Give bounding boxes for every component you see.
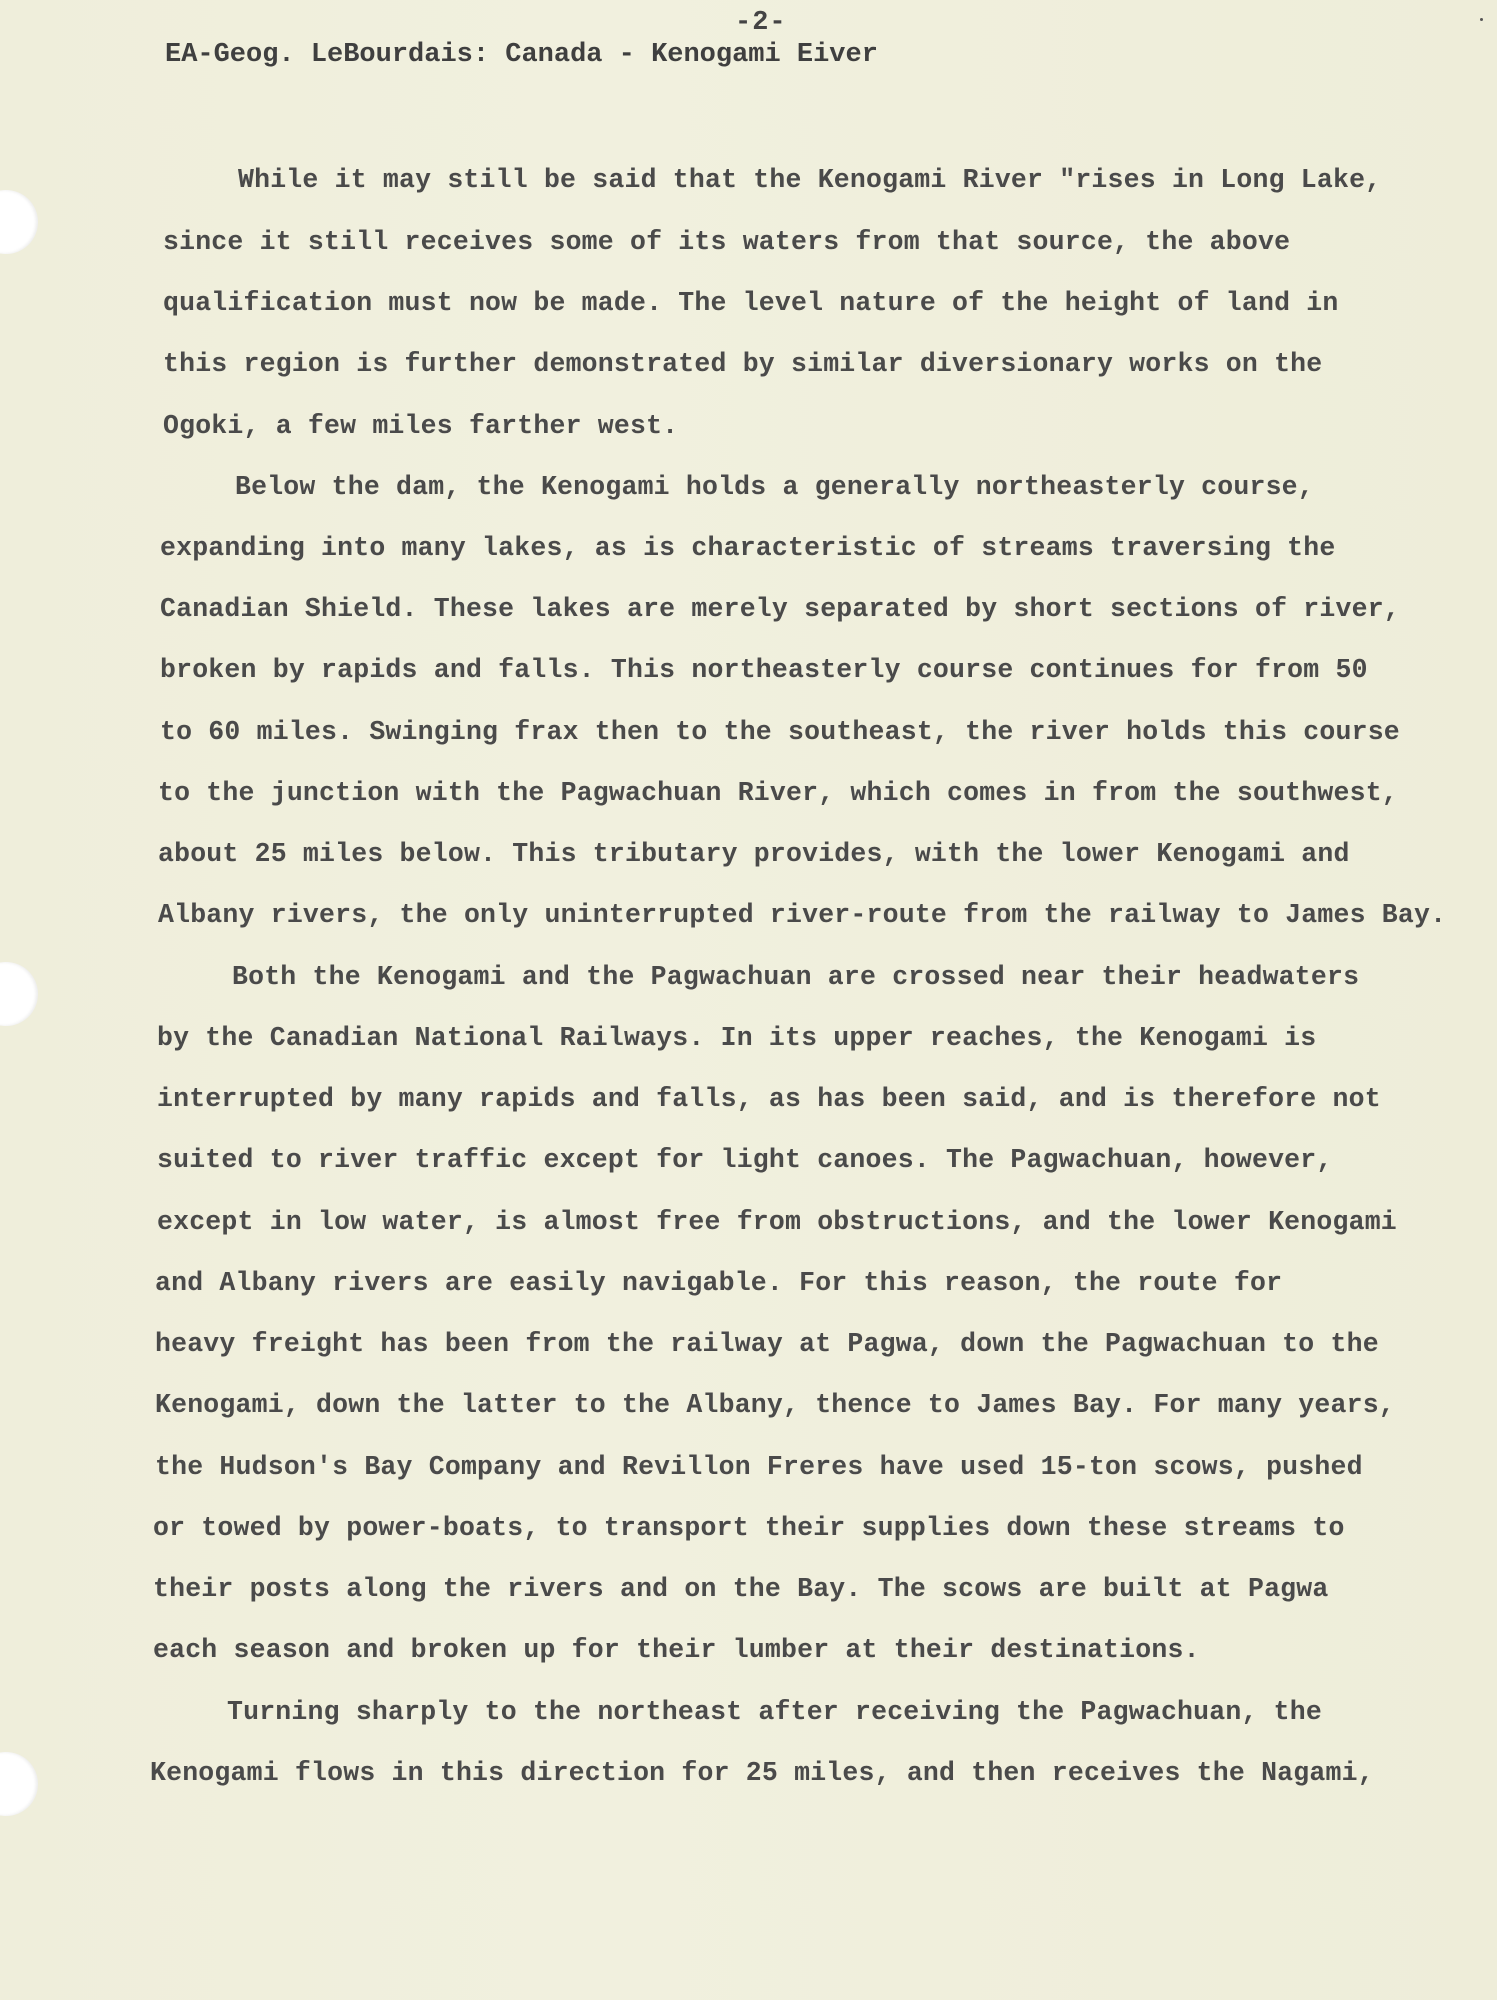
punch-hole [0,1752,38,1816]
paragraph-3-line: Both the Kenogami and the Pagwachuan are crossed near their headwaters [232,962,1360,992]
punch-hole [0,962,38,1026]
paragraph-3-line: Kenogami, down the latter to the Albany, thence to James Bay. For many years, [155,1390,1395,1420]
paragraph-3-line: and Albany rivers are easily navigable. For this reason, the route for [155,1268,1283,1298]
paragraph-3-line: except in low water, is almost free from obstructions, and the lower Kenogami [157,1207,1397,1237]
running-head: EA-Geog. LeBourdais: Canada - Kenogami Eiver [165,40,878,70]
paragraph-3-line: interrupted by many rapids and falls, as has been said, and is therefore not [157,1084,1381,1114]
paragraph-1-line: Ogoki, a few miles farther west. [163,411,679,441]
paragraph-1-line: qualification must now be made. The level nature of the height of land in [163,288,1339,318]
paragraph-4-line: Turning sharply to the northeast after receiving the Pagwachuan, the [227,1697,1322,1727]
paragraph-4-line: Kenogami flows in this direction for 25 miles, and then receives the Nagami, [150,1758,1374,1788]
paragraph-3-line: heavy freight has been from the railway at Pagwa, down the Pagwachuan to the [155,1329,1379,1359]
paragraph-2-line: Albany rivers, the only uninterrupted river-route from the railway to James Bay. [158,900,1447,930]
paragraph-1-line: since it still receives some of its waters from that source, the above [163,227,1291,257]
paragraph-3-line: each season and broken up for their lumber at their destinations. [153,1635,1200,1665]
paragraph-2-line: broken by rapids and falls. This northeasterly course continues for from 50 [160,655,1368,685]
paragraph-3-line: or towed by power-boats, to transport their supplies down these streams to [153,1513,1345,1543]
paragraph-3-line: the Hudson's Bay Company and Revillon Freres have used 15-ton scows, pushed [155,1452,1363,1482]
paragraph-2-line: Canadian Shield. These lakes are merely separated by short sections of river, [160,594,1400,624]
paper-speck [1480,18,1483,21]
paragraph-2-line: about 25 miles below. This tributary provides, with the lower Kenogami and [158,839,1350,869]
paragraph-3-line: their posts along the rivers and on the Bay. The scows are built at Pagwa [153,1574,1329,1604]
punch-hole [0,190,38,254]
page-number: -2- [735,8,787,38]
paragraph-3-line: suited to river traffic except for light canoes. The Pagwachuan, however, [157,1145,1333,1175]
paragraph-2-line: to 60 miles. Swinging frax then to the southeast, the river holds this course [160,717,1400,747]
paragraph-2-line: Below the dam, the Kenogami holds a generally northeasterly course, [235,472,1314,502]
paragraph-1-line: While it may still be said that the Kenogami River "rises in Long Lake, [238,165,1382,195]
paragraph-3-line: by the Canadian National Railways. In its upper reaches, the Kenogami is [157,1023,1317,1053]
paragraph-1-line: this region is further demonstrated by similar diversionary works on the [163,349,1323,379]
paragraph-2-line: expanding into many lakes, as is characteristic of streams traversing the [160,533,1336,563]
paragraph-2-line: to the junction with the Pagwachuan River, which comes in from the southwest, [158,778,1398,808]
